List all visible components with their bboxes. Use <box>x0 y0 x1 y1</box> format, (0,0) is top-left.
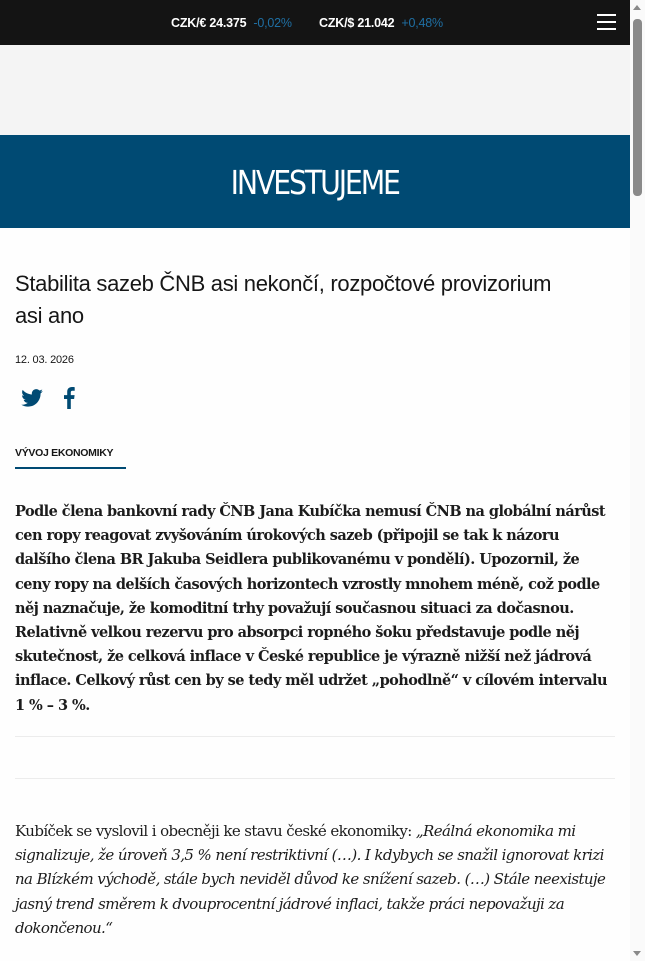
brand-banner[interactable] <box>0 135 630 228</box>
ticker-usd-change: +0,48% <box>401 15 443 30</box>
divider <box>15 778 615 779</box>
scrollbar-thumb[interactable] <box>633 19 642 196</box>
scroll-down-arrow-icon[interactable] <box>633 951 641 956</box>
top-bar <box>0 0 630 45</box>
article-paragraph <box>15 819 615 940</box>
facebook-icon <box>63 387 75 409</box>
vertical-scrollbar[interactable] <box>630 0 645 961</box>
site-logo[interactable]: INVESTUJEME <box>230 163 400 202</box>
share-facebook-button[interactable] <box>63 386 75 410</box>
ticker-usd <box>319 0 443 45</box>
twitter-icon <box>21 389 43 407</box>
article-title: Stabilita sazeb ČNB asi nekončí, rozpočtové provizorium asi ano <box>15 271 552 328</box>
article-lead: Podle člena bankovní rady ČNB Jana Kubíčka nemusí ČNB na globální nárůst cen ropy reagovat zvyšováním úrokových sazeb (připojil se tak k názoru dalšího člena BR Jakuba Seidlera publikovanému v pondělí). Upozornil, že ceny ropy na delších časových horizontech vzrostly mnohem méně, což podle něj naznačuje, že komoditní trhy považují současnou situaci za dočasnou. Relativně velkou rezervu pro absorpci ropného šoku představuje podle něj skutečnost, že celková inflace v České republice je výrazně nižší než jádrová inflace. Celkový růst cen by se tedy měl udržet „pohodlně“ v cílovém intervalu 1 % – 3 %. <box>15 503 607 714</box>
hamburger-menu-icon[interactable] <box>597 14 616 30</box>
category-link[interactable]: VÝVOJ EKONOMIKY <box>15 447 114 459</box>
paragraph-quote: „Reálná ekonomika mi signalizuje, že úroveň 3,5 % není restriktivní (…). I kdybych se snažil ignorovat krizi na Blízkém východě, stále bych neviděl důvod ke snížení sazeb. (…) Stále neexistuje jasný trend směrem k dvouprocentní jádrové inflaci, takže práci nepovažuji za dokončenou.“ <box>15 822 606 937</box>
ticker-eur <box>171 0 292 45</box>
share-twitter-button[interactable] <box>21 386 43 410</box>
ad-placeholder <box>0 45 630 135</box>
ticker-eur-rate: CZK/€ 24.375 <box>171 15 247 30</box>
paragraph-intro: Kubíček se vyslovil i obecněji ke stavu české ekonomiky: <box>15 822 416 840</box>
hamburger-line <box>597 14 616 16</box>
ticker-usd-rate: CZK/$ 21.042 <box>319 15 395 30</box>
category-underline <box>15 467 126 469</box>
hamburger-line <box>597 28 616 30</box>
article-date: 12. 03. 2026 <box>15 354 74 366</box>
divider <box>15 736 615 737</box>
ticker-eur-change: -0,02% <box>253 15 292 30</box>
hamburger-line <box>597 21 616 23</box>
scroll-up-arrow-icon[interactable] <box>633 5 641 10</box>
